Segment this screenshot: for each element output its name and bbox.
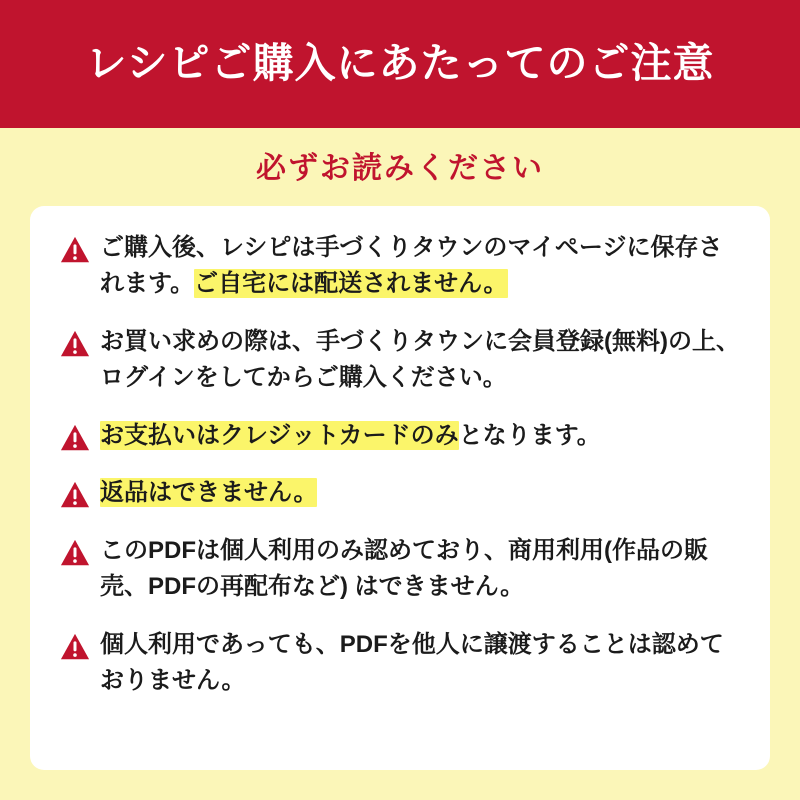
notice-text (100, 627, 742, 700)
notice-card (30, 206, 770, 770)
notice-text (100, 324, 742, 397)
warning-triangle-icon (60, 329, 90, 359)
notice-item (60, 533, 742, 606)
notice-text (100, 475, 317, 511)
notice-text (100, 533, 742, 606)
plain-text: 個人利用であっても、PDFを他人に譲渡することは認めておりません。 (100, 630, 724, 695)
plain-text: となります。 (458, 421, 601, 449)
plain-text: ご購入後、レシピは手づくりタウンのマイページに保存されます。 (100, 234, 723, 298)
warning-triangle-icon (60, 480, 90, 510)
highlighted-text: 返品はできません。 (100, 479, 318, 507)
notice-item (60, 324, 742, 397)
highlighted-text: お支払いはクレジットカードのみ (100, 421, 459, 449)
page-header-band (0, 0, 800, 128)
warning-triangle-icon (60, 235, 90, 265)
notice-list (60, 230, 742, 700)
plain-text: このPDFは個人利用のみ認めており、商用利用(作品の販売、PDFの再配布など) はできません。 (100, 536, 708, 601)
plain-text: お買い求めの際は、手づくりタウンに会員登録(無料)の上、ログインをしてからご購入ください。 (100, 327, 740, 392)
notice-item (60, 418, 742, 454)
notice-text (100, 230, 742, 303)
notice-item (60, 475, 742, 511)
page-subtitle: 必ずお読みください (256, 152, 544, 185)
notice-text (100, 418, 601, 454)
notice-item (60, 627, 742, 700)
warning-triangle-icon (60, 538, 90, 568)
warning-triangle-icon (60, 423, 90, 453)
notice-item (60, 230, 742, 303)
warning-triangle-icon (60, 632, 90, 662)
page-title: レシピご購入にあたってのご注意 (85, 40, 715, 87)
highlighted-text: ご自宅には配送されません。 (194, 270, 508, 298)
